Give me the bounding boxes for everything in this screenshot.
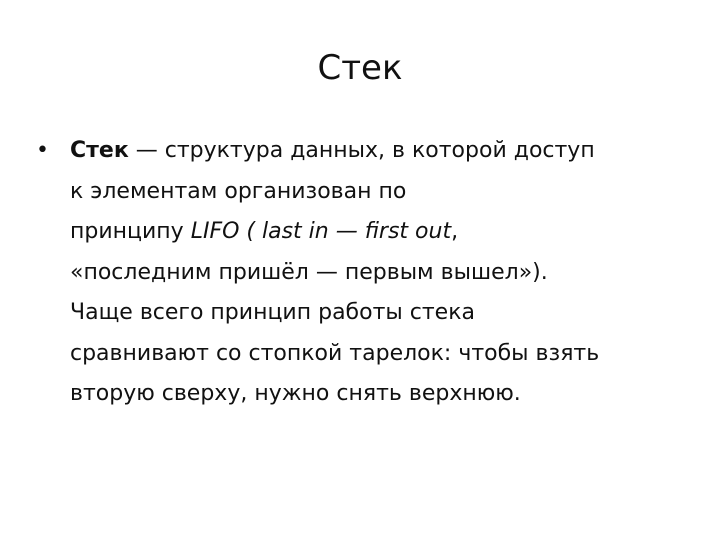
lifo-term: LIFO ( last in — first out <box>190 219 452 244</box>
principle-prefix: принципу <box>70 219 191 244</box>
text-line-4: «последним пришёл — первым вышел»). <box>70 259 548 285</box>
bullet-marker: • <box>36 138 49 163</box>
text-line-3 <box>70 212 706 253</box>
text-line-2: к элементам организован по <box>70 178 407 204</box>
bullet-item <box>36 131 706 415</box>
slide-body <box>36 131 706 415</box>
text-line-6: сравнивают со стопкой тарелок: чтобы взять <box>70 340 600 366</box>
text-line-5: Чаще всего принцип работы стека <box>70 300 475 325</box>
definition-start: — структура данных, в которой доступ <box>128 138 595 163</box>
text-line-1 <box>70 131 706 172</box>
text-line-7: вторую сверху, нужно снять верхнюю. <box>70 381 521 406</box>
principle-suffix: , <box>451 219 459 244</box>
term-stack: Стек <box>70 138 129 163</box>
slide-title: Стек <box>317 48 403 88</box>
